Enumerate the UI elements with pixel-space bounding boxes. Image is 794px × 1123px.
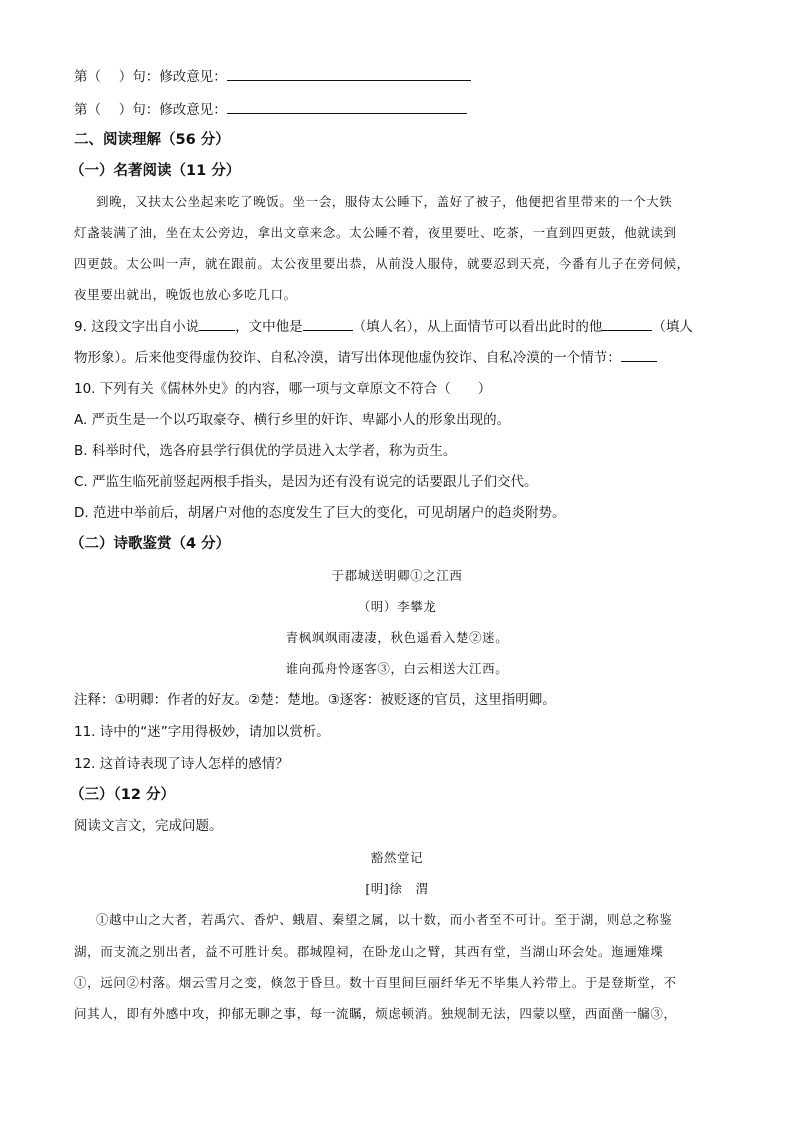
option-c[interactable]: C. 严监生临死前竖起两根手指头，是因为还有没有说完的话要跟儿子们交代。 bbox=[74, 474, 538, 490]
part3-heading: （三）（12 分） bbox=[70, 787, 175, 803]
revision-line-2-label: 第（ ）句：修改意见： bbox=[74, 102, 227, 118]
passage-line: 四更鼓。太公叫一声，就在跟前。太公夜里要出恭，从前没人服侍，就要忍到天亮，今番有儿子在旁伺候， bbox=[74, 256, 690, 271]
essay-line: 问其人，即有外感中攻，抑郁无聊之事，每一流瞩，烦虑顿消。独规制无法，四蒙以壁，西面凿一牖③， bbox=[74, 1006, 677, 1021]
poem-notes: 注释：①明卿：作者的好友。②楚：楚地。③逐客：被贬逐的官员，这里指明卿。 bbox=[74, 692, 556, 708]
q9-text-a: 9. 这段文字出自小说 bbox=[74, 319, 200, 335]
q9-blank-plot[interactable] bbox=[621, 347, 657, 362]
option-d[interactable]: D. 范进中举前后，胡屠户对他的态度发生了巨大的变化，可见胡屠户的趋炎附势。 bbox=[74, 505, 566, 521]
passage-line: 到晚，又扶太公坐起来吃了晚饭。坐一会，服侍太公睡下，盖好了被子，他便把省里带来的一个大铁 bbox=[96, 194, 673, 209]
part2-heading: （二）诗歌鉴赏（4 分） bbox=[70, 536, 231, 552]
part3-intro: 阅读文言文，完成问题。 bbox=[74, 818, 223, 834]
q9-text-line2: 物形象）。后来他变得虚伪狡诈、自私冷漠，请写出体现他虚伪狡诈、自私冷漠的一个情节： bbox=[74, 350, 621, 366]
poem-title: 于郡城送明卿①之江西 bbox=[331, 568, 463, 583]
essay-line: ①越中山之大者，若禹穴、香炉、蛾眉、秦望之属，以十数，而小者至不可计。至于湖，则总之称鉴 bbox=[96, 912, 673, 927]
passage-line: 灯盏装满了油，坐在太公旁边，拿出文章来念。太公睡不着，夜里要吐、吃茶，一直到四更鼓，他就读到 bbox=[74, 225, 677, 240]
option-a[interactable]: A. 严贡生是一个以巧取豪夺、横行乡里的奸诈、卑鄙小人的形象出现的。 bbox=[74, 412, 511, 428]
essay-line: ①，远问②村落。烟云雪月之变，倏忽于昏旦。数十百里间巨丽纤华无不毕集人衿带上。于是登斯堂，不 bbox=[74, 975, 677, 990]
poem-author: （明）李攀龙 bbox=[357, 599, 437, 614]
option-b[interactable]: B. 科举时代，选各府县学行俱优的学员进入太学者，称为贡生。 bbox=[74, 443, 457, 459]
question-9 bbox=[74, 316, 734, 337]
question-12: 12. 这首诗表现了诗人怎样的感情？ bbox=[74, 756, 289, 772]
part1-heading: （一）名著阅读（11 分） bbox=[70, 163, 241, 179]
question-10: 10. 下列有关《儒林外史》的内容，哪一项与文章原文不符合（ ） bbox=[74, 381, 492, 397]
q9-text-b: ，文中他是 bbox=[235, 319, 303, 335]
section-heading: 二、阅读理解（56 分） bbox=[74, 132, 230, 148]
revision-line-1 bbox=[74, 66, 734, 87]
essay-line: 湖，而支流之别出者，益不可胜计矣。郡城隍祠，在卧龙山之臂，其西有堂，当湖山环会处。迤逦雉堞 bbox=[74, 944, 664, 959]
q9-blank-name[interactable] bbox=[303, 316, 353, 331]
q9-blank-novel[interactable] bbox=[199, 316, 235, 331]
revision-blank-2[interactable] bbox=[227, 99, 467, 114]
q9-blank-image[interactable] bbox=[602, 316, 652, 331]
revision-blank-1[interactable] bbox=[227, 66, 471, 81]
question-11: 11. 诗中的“迷”字用得极妙，请加以赏析。 bbox=[74, 724, 330, 740]
question-9-cont bbox=[74, 347, 734, 368]
revision-line-2 bbox=[74, 99, 734, 120]
essay-title: 豁然堂记 bbox=[370, 850, 424, 865]
essay-author: [明]徐 渭 bbox=[365, 881, 429, 896]
passage-line: 夜里要出就出，晚饭也放心多吃几口。 bbox=[74, 287, 297, 302]
revision-line-1-label: 第（ ）句：修改意见： bbox=[74, 69, 227, 85]
q9-text-c: （填人名），从上面情节可以看出此时的他 bbox=[352, 319, 603, 335]
poem-verse: 谁向孤舟怜逐客③，白云相送大江西。 bbox=[285, 661, 509, 676]
poem-verse: 青枫飒飒雨凄凄，秋色遥看入楚②迷。 bbox=[285, 630, 509, 645]
q9-text-d: （填人 bbox=[652, 319, 693, 335]
